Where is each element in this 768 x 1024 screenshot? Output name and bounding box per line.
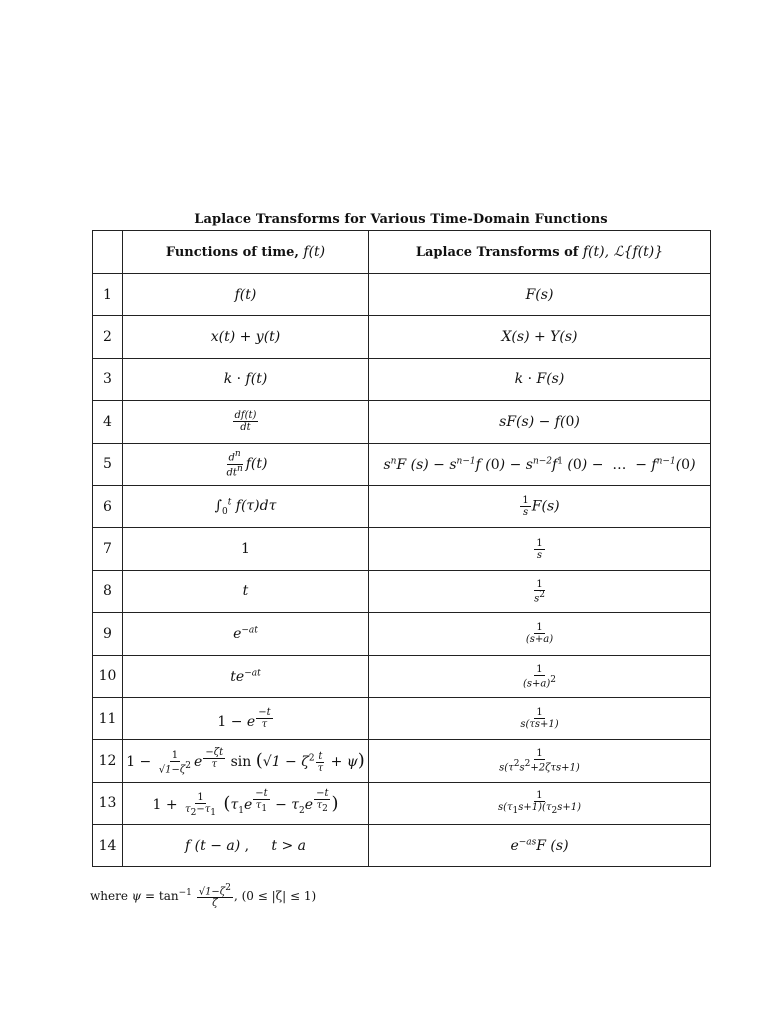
table-row bbox=[93, 613, 711, 655]
laplace-transform: $\frac{1}{(s+a)^2}$ bbox=[369, 655, 711, 697]
row-number: 6 bbox=[93, 485, 123, 527]
footnote: where $\psi = \tan^{-1}$ $\frac{√1-\zeta^2}{\zeta}$ , (0 ≤ |ζ| ≤ 1) bbox=[90, 883, 317, 910]
row-number: 8 bbox=[93, 570, 123, 612]
row-number: 7 bbox=[93, 528, 123, 570]
row-number: 13 bbox=[93, 782, 123, 824]
laplace-transform: $\frac{1}{s(\tau^2s^2+2\zeta\tau s+1)}$ bbox=[369, 740, 711, 782]
row-number: 5 bbox=[93, 443, 123, 485]
laplace-transform: $s^nF$ $(s) - s^{n-1}f$ $(0) - s^{n-2}f^1$ (0) − … − $f^{n-1}(0)$ bbox=[369, 443, 711, 485]
table-row bbox=[93, 485, 711, 527]
time-function: $te^{-at}$ bbox=[123, 655, 369, 697]
laplace-transform: $\frac{1}{s^2}$ bbox=[369, 570, 711, 612]
header-number bbox=[93, 231, 123, 274]
laplace-transform: $\frac{1}{s(\tau s+1)}$ bbox=[369, 697, 711, 739]
table-row bbox=[93, 570, 711, 612]
table-row bbox=[93, 655, 711, 697]
header-time-function: Functions of time, f(t) bbox=[123, 231, 369, 274]
table-row bbox=[93, 401, 711, 443]
time-function: 1 − $\frac{1}{√1-\zeta^2}$ e $^{\frac{-\zeta t}{\tau}}$ $\sin (√1 - \zeta^2$ $\frac{t}{\tau}$ + ψ) bbox=[123, 740, 369, 782]
row-number: 14 bbox=[93, 825, 123, 867]
table-row bbox=[93, 825, 711, 867]
header-laplace-transform: Laplace Transforms of f(t), ℒ{f(t)} bbox=[369, 231, 711, 274]
table-row bbox=[93, 782, 711, 824]
laplace-transform: $\frac{1}{s}$ bbox=[369, 528, 711, 570]
row-number: 10 bbox=[93, 655, 123, 697]
row-number: 11 bbox=[93, 697, 123, 739]
time-function: f(t) bbox=[123, 274, 369, 316]
time-function: x(t) + y(t) bbox=[123, 316, 369, 358]
time-function: 1 + $\frac{1}{\tau_2-\tau_1}$ ($\tau_1e$ $^{\frac{-t}{\tau_1}}$ − $\tau_2e$ $^{\frac{-t}{\tau_2}}$ ) bbox=[123, 782, 369, 824]
row-number: 1 bbox=[93, 274, 123, 316]
table-row bbox=[93, 528, 711, 570]
time-function: 1 − e $^{\frac{-t}{\tau}}$ bbox=[123, 697, 369, 739]
laplace-transform: X(s) + Y(s) bbox=[369, 316, 711, 358]
laplace-transform: $\frac{1}{s}$ F(s) bbox=[369, 485, 711, 527]
laplace-transform: k · F(s) bbox=[369, 358, 711, 400]
time-function: $\int_0^t$ f(τ)dτ bbox=[123, 485, 369, 527]
time-function: f (t − a) , t > a bbox=[123, 825, 369, 867]
table-row bbox=[93, 274, 711, 316]
time-function: $\frac{d^n}{dt^n}$ f(t) bbox=[123, 443, 369, 485]
time-function: t bbox=[123, 570, 369, 612]
laplace-transform: $e^{-as}F$ (s) bbox=[369, 825, 711, 867]
time-function: $e^{-at}$ bbox=[123, 613, 369, 655]
time-function: k · f(t) bbox=[123, 358, 369, 400]
row-number: 4 bbox=[93, 401, 123, 443]
table-row bbox=[93, 358, 711, 400]
time-function: 1 bbox=[123, 528, 369, 570]
row-number: 3 bbox=[93, 358, 123, 400]
table-row bbox=[93, 697, 711, 739]
laplace-transform: $\frac{1}{(s+a)}$ bbox=[369, 613, 711, 655]
table-caption: Laplace Transforms for Various Time-Domain Functions bbox=[194, 212, 608, 227]
row-number: 12 bbox=[93, 740, 123, 782]
laplace-transform: F(s) bbox=[369, 274, 711, 316]
row-number: 9 bbox=[93, 613, 123, 655]
laplace-transform: $\frac{1}{s(\tau_1s+1)(\tau_2s+1)}$ bbox=[369, 782, 711, 824]
table-row bbox=[93, 316, 711, 358]
laplace-transform-table bbox=[92, 230, 711, 867]
table-row bbox=[93, 443, 711, 485]
time-function: $\frac{df(t)}{dt}$ bbox=[123, 401, 369, 443]
table-header-row bbox=[93, 231, 711, 274]
laplace-transform: sF(s) − f(0) bbox=[369, 401, 711, 443]
row-number: 2 bbox=[93, 316, 123, 358]
table-row bbox=[93, 740, 711, 782]
